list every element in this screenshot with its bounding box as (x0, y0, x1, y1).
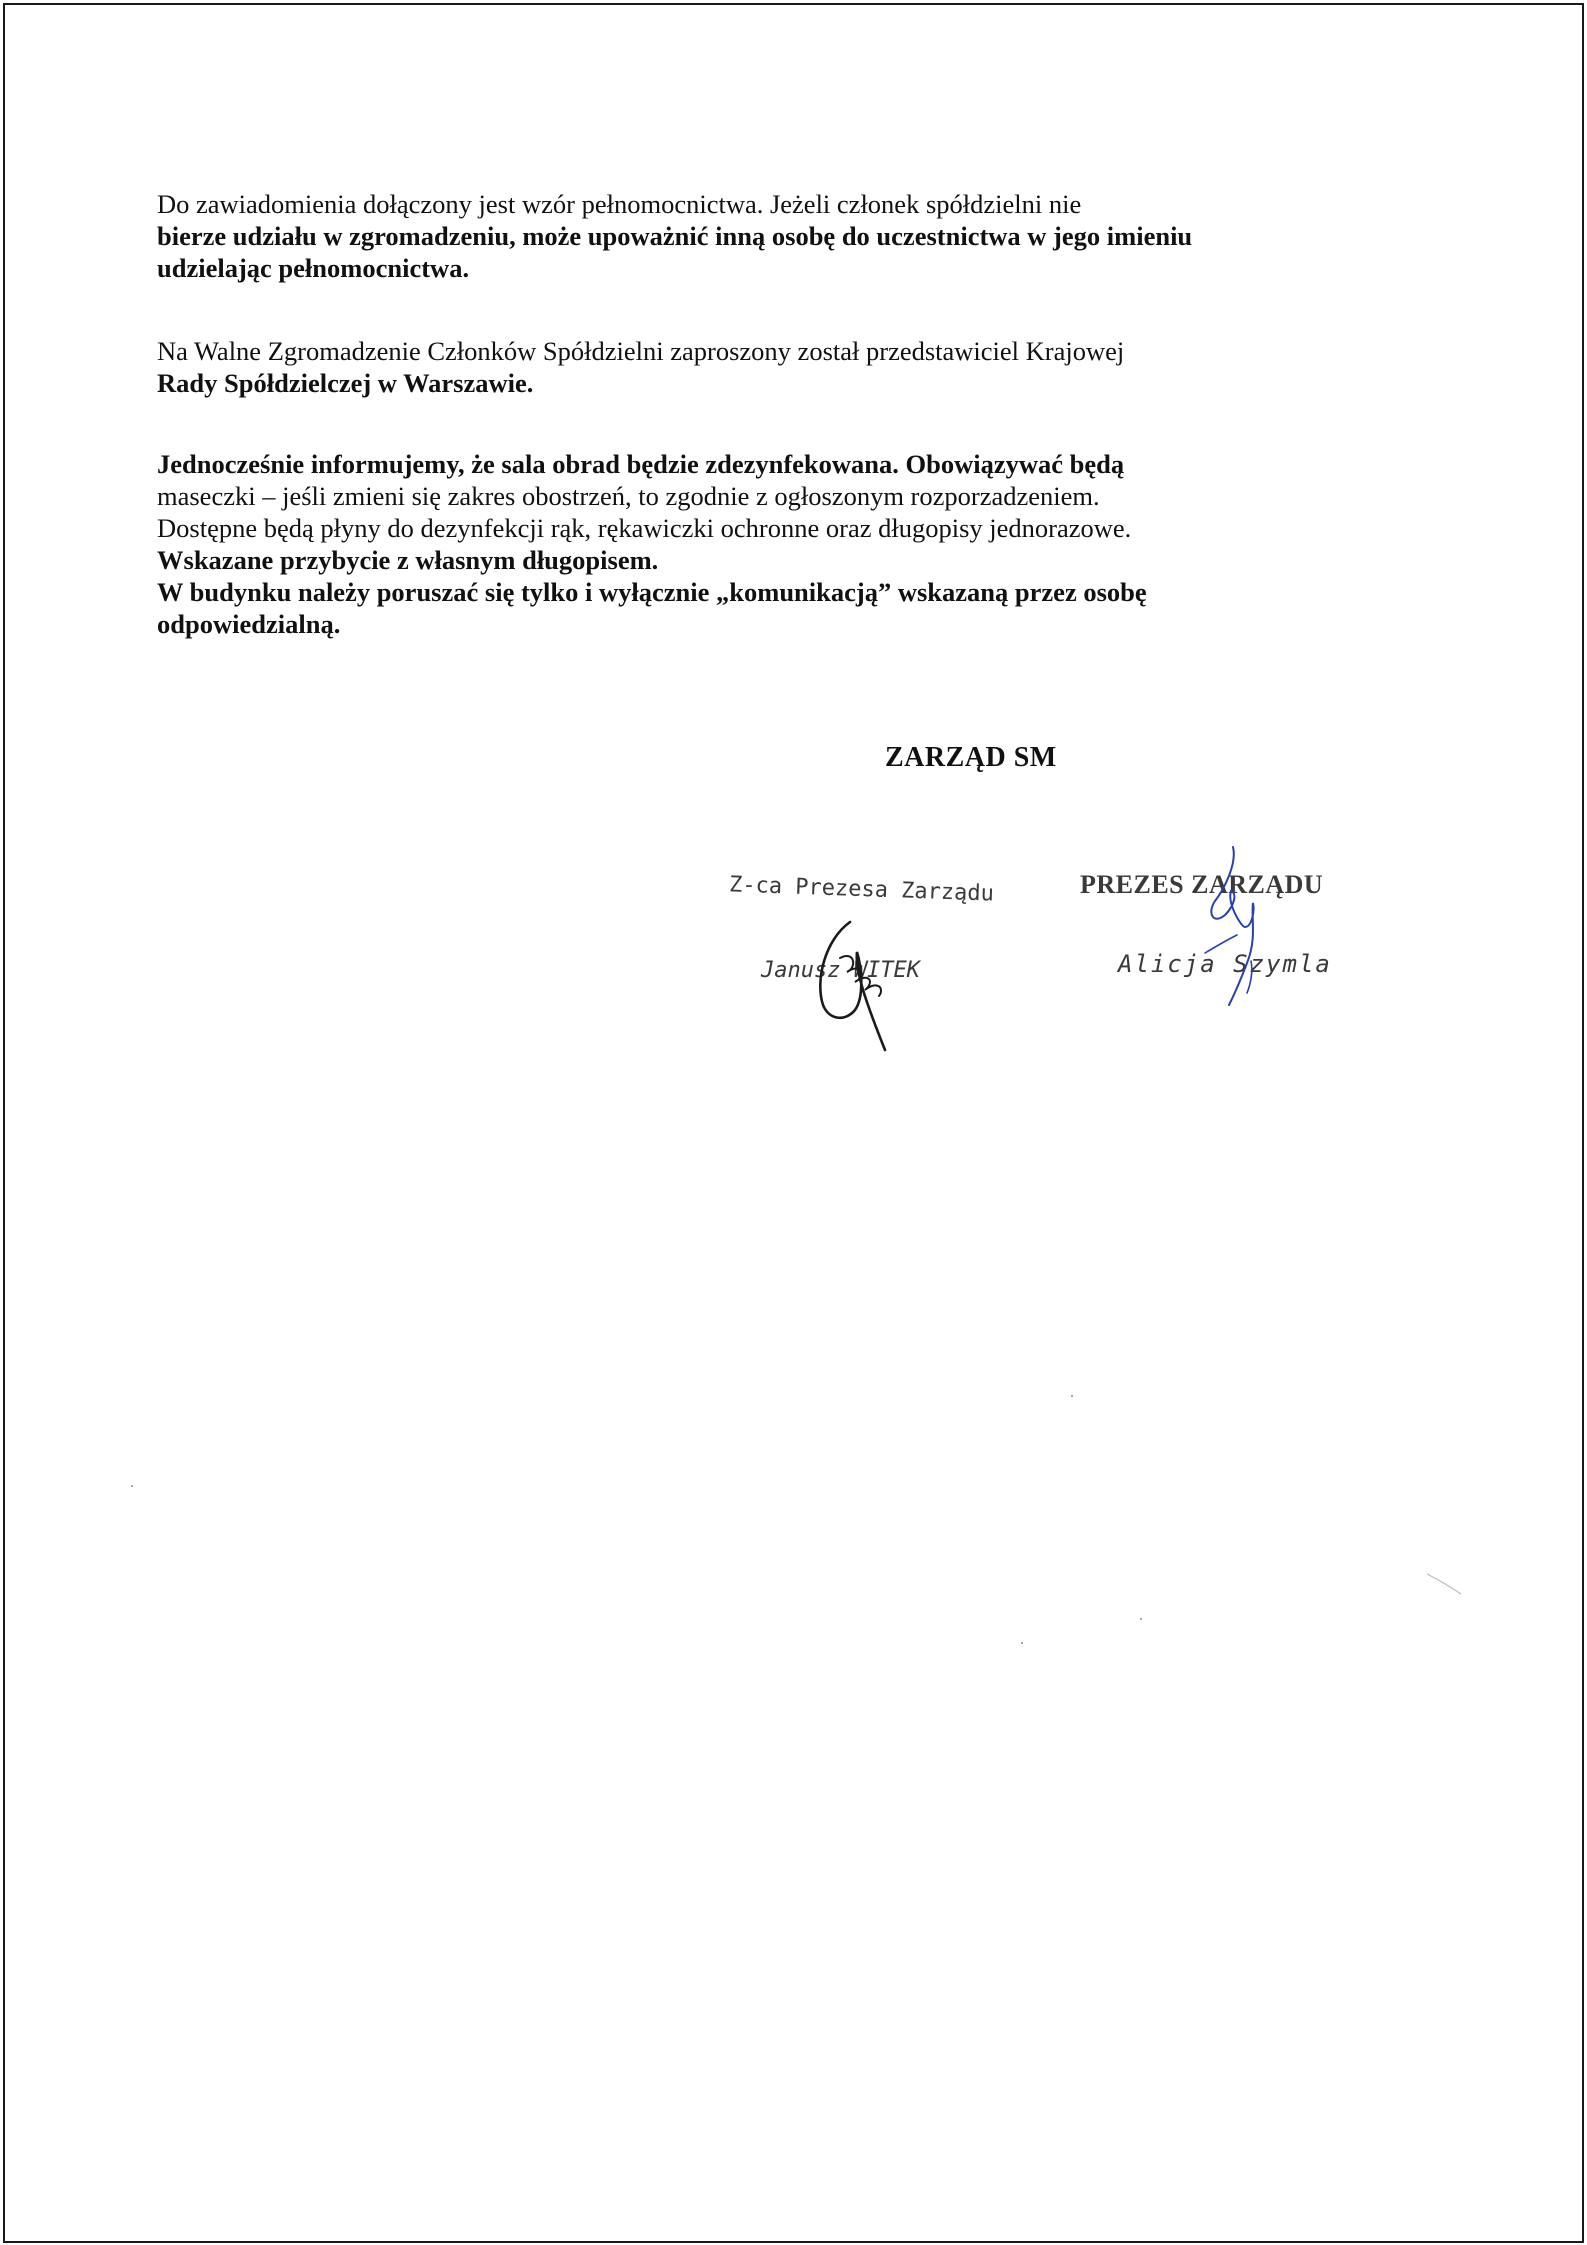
document-page (3, 3, 1584, 2243)
scan-speck (1071, 1395, 1073, 1397)
text-line: Wskazane przybycie z własnym długopisem. (157, 545, 659, 575)
scan-speck (1021, 1642, 1023, 1644)
scan-speck (1140, 1618, 1142, 1620)
board-heading: ZARZĄD SM (885, 742, 1057, 773)
scan-mark (1425, 1570, 1465, 1600)
text-line: Rady Spółdzielczej w Warszawie. (157, 368, 534, 398)
text-line: Na Walne Zgromadzenie Członków Spółdzielni zaproszony został przedstawiciel Krajowej (157, 336, 1125, 366)
text-line: W budynku należy poruszać się tylko i wyłącznie „komunikacją” wskazaną przez osobę (157, 577, 1147, 607)
text-line: odpowiedzialną. (157, 609, 341, 639)
paragraph-invited-guest (157, 335, 1357, 399)
stamp-right-name: Alicja Szymla (1118, 950, 1332, 978)
text-line: bierze udziału w zgromadzeniu, może upoważnić inną osobę do uczestnictwa w jego imieniu (157, 221, 1193, 251)
paragraph-sanitary-info (157, 448, 1357, 640)
signature-left (795, 910, 915, 1060)
text-line: Do zawiadomienia dołączony jest wzór pełnomocnictwa. Jeżeli członek spółdzielni nie (157, 189, 1082, 219)
text-line: udzielając pełnomocnictwa. (157, 253, 470, 283)
scan-speck (131, 1485, 133, 1487)
stamp-left-title: Z-ca Prezesa Zarządu (728, 872, 995, 907)
stamp-right-title: PREZES ZARZĄDU (1080, 870, 1324, 899)
text-line: Dostępne będą płyny do dezynfekcji rąk, rękawiczki ochronne oraz długopisy jednorazowe. (157, 513, 1132, 543)
stamp-left-name: Janusz WITEK (761, 958, 920, 983)
text-line: Jednocześnie informujemy, że sala obrad będzie zdezynfekowana. Obowiązywać będą (157, 449, 1125, 479)
signature-right (1185, 843, 1285, 1013)
text-line: maseczki – jeśli zmieni się zakres obostrzeń, to zgodnie z ogłoszonym rozporzadzeniem. (157, 481, 1100, 511)
paragraph-proxy-info (157, 188, 1357, 284)
